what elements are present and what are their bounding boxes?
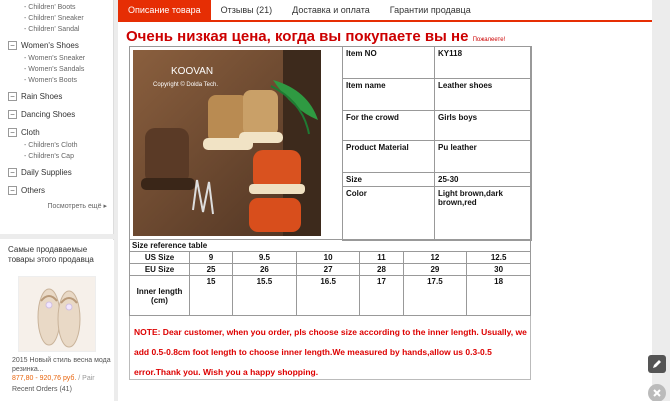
collapse-icon[interactable]: −	[8, 186, 17, 195]
price-value: 877,80 - 920,76 руб.	[12, 375, 77, 382]
close-icon	[652, 388, 662, 398]
size-row-label: Inner length (cm)	[130, 276, 190, 316]
size-cell: 12.5	[467, 252, 531, 264]
sidebar-item-label: Women's Shoes	[21, 40, 79, 50]
size-row-label: US Size	[130, 252, 190, 264]
spec-value: KY118	[435, 47, 532, 79]
sidebar-subitem[interactable]: - Children's Cap	[24, 153, 74, 160]
spec-value: Light brown,dark brown,red	[435, 187, 532, 241]
sidebar-item-label: Daily Supplies	[21, 167, 72, 177]
size-cell: 26	[233, 264, 297, 276]
size-cell: 30	[467, 264, 531, 276]
headline-small: Пожалеете!	[472, 37, 506, 43]
close-button[interactable]	[648, 384, 666, 401]
sidebar-subitem[interactable]: - Women's Sandals	[24, 66, 85, 73]
sidebar-item-label: Dancing Shoes	[21, 109, 76, 119]
sidebar-item-label: Rain Shoes	[21, 91, 63, 101]
tab-guarantees[interactable]: Гарантии продавца	[389, 5, 471, 15]
sidebar-subitem[interactable]: - Children' Boots	[24, 4, 76, 11]
photo-brand: KOOVAN	[171, 66, 214, 77]
promo-headline	[126, 28, 505, 45]
category-list	[0, 0, 113, 210]
spec-value: Leather shoes	[435, 79, 532, 111]
sidebar-item-dancing-shoes[interactable]	[8, 106, 113, 122]
spec-key: Item NO	[343, 47, 435, 79]
table-row	[130, 240, 531, 252]
tab-reviews[interactable]: Отзывы (21)	[220, 5, 273, 15]
size-cell: 10	[296, 252, 360, 264]
product-price	[12, 375, 95, 382]
size-cell: 9.5	[233, 252, 297, 264]
collapse-icon[interactable]: −	[8, 128, 17, 137]
sidebar-item-womens-shoes[interactable]	[8, 37, 113, 53]
table-row	[130, 264, 531, 276]
product-description-panel	[118, 0, 652, 401]
table-row	[130, 276, 531, 316]
tab-description[interactable]: Описание товара	[118, 0, 211, 20]
collapse-icon[interactable]: −	[8, 110, 17, 119]
sidebar-subitem[interactable]: - Women's Boots	[24, 77, 77, 84]
collapse-icon[interactable]: −	[8, 92, 17, 101]
table-row	[130, 252, 531, 264]
spec-key: For the crowd	[343, 111, 435, 141]
sidebar-item-label: Cloth	[21, 127, 40, 137]
spec-table	[342, 46, 532, 241]
top-sellers-panel	[0, 240, 114, 401]
spec-key: Color	[343, 187, 435, 241]
sandal-image-icon	[19, 277, 96, 352]
headline-text: Очень низкая цена, когда вы покупаете вы не	[126, 28, 469, 45]
sidebar-item-cloth[interactable]	[8, 124, 113, 140]
size-cell: 9	[190, 252, 233, 264]
size-table	[129, 240, 531, 316]
spec-value: 25-30	[435, 173, 532, 187]
collapse-icon[interactable]: −	[8, 168, 17, 177]
size-cell: 27	[296, 264, 360, 276]
table-row	[343, 141, 532, 173]
spec-key: Product Material	[343, 141, 435, 173]
table-row	[343, 111, 532, 141]
sidebar-item-others[interactable]	[8, 182, 113, 198]
sidebar-subitem[interactable]: - Children' Sandal	[24, 26, 80, 33]
spec-value: Girls boys	[435, 111, 532, 141]
table-row	[343, 187, 532, 241]
sidebar-item-label: Others	[21, 185, 46, 195]
spec-key: Item name	[343, 79, 435, 111]
size-cell: 15	[190, 276, 233, 316]
spec-value: Pu leather	[435, 141, 532, 173]
table-row	[343, 79, 532, 111]
photo-copyright: Copyright © Dolda Tech.	[153, 82, 219, 88]
price-unit: / Pair	[78, 375, 95, 382]
size-cell: 11	[360, 252, 403, 264]
top-sellers-title: Самые продаваемые товары этого продавца	[8, 245, 94, 264]
detail-tabs	[118, 0, 652, 22]
tab-shipping[interactable]: Доставка и оплата	[292, 5, 370, 15]
size-cell: 16.5	[296, 276, 360, 316]
size-cell: 17.5	[403, 276, 467, 316]
size-note: NOTE: Dear customer, when you order, pls choose size according to the inner length. Usually, we add 0.5-0.8cm foot length to choose inner length.We measured by hands,allow us 0.3-0.5 error.Thank you. Wish you a happy shopping.	[134, 327, 527, 377]
pencil-icon	[652, 359, 662, 369]
sidebar-subitem[interactable]: - Children' Sneaker	[24, 15, 84, 22]
shoes-photo-icon	[133, 50, 321, 236]
size-cell: 17	[360, 276, 403, 316]
recent-orders: Recent Orders (41)	[12, 386, 72, 393]
product-title[interactable]: 2015 Новый стиль весна мода резинка...	[12, 357, 111, 373]
size-cell: 29	[403, 264, 467, 276]
size-cell: 18	[467, 276, 531, 316]
size-cell: 12	[403, 252, 467, 264]
size-cell: 25	[190, 264, 233, 276]
collapse-icon[interactable]: −	[8, 41, 17, 50]
table-row	[343, 173, 532, 187]
sidebar-item-daily-supplies[interactable]	[8, 164, 113, 180]
size-cell: 15.5	[233, 276, 297, 316]
sidebar-subitem[interactable]: - Women's Sneaker	[24, 55, 86, 62]
product-thumbnail[interactable]	[18, 276, 96, 352]
see-more-link[interactable]: Посмотреть ещё ▸	[47, 203, 107, 210]
size-table-caption: Size reference table	[130, 240, 531, 252]
product-photo	[133, 50, 321, 236]
spec-key: Size	[343, 173, 435, 187]
sidebar-item-rain-shoes[interactable]	[8, 88, 113, 104]
edit-button[interactable]	[648, 355, 666, 373]
size-row-label: EU Size	[130, 264, 190, 276]
sidebar-subitem[interactable]: - Children's Cloth	[24, 142, 78, 149]
size-cell: 28	[360, 264, 403, 276]
table-row	[343, 47, 532, 79]
